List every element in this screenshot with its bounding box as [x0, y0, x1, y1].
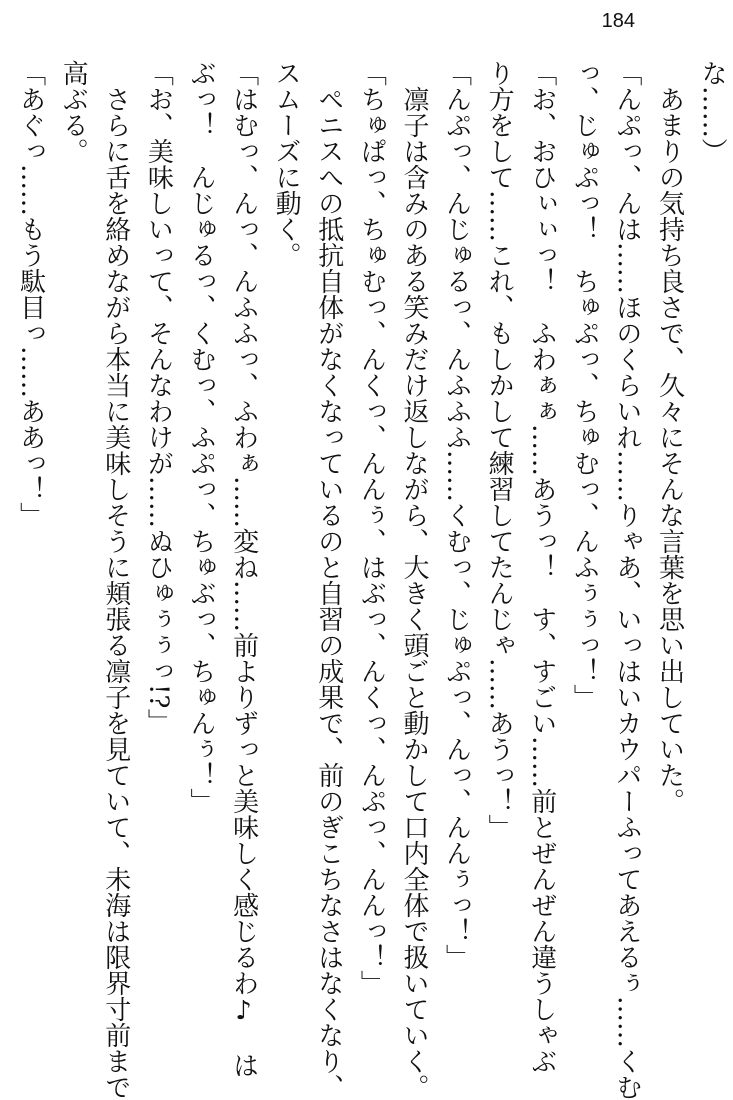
text-line: 「はむっ、んっ、んふふっ、ふわぁ……変ね……前よりずっと美味しく感じるわ♪ は — [222, 60, 265, 1050]
text-line: り方をして……これ、もしかして練習してたんじゃ……あうっ！」 — [478, 60, 521, 1050]
text-line: 「お、美味しいって、そんなわけが……ぬひゅぅぅっ!?」 — [137, 60, 180, 1050]
text-line: 「ちゅぱっ、ちゅむっ、んくっ、んんぅ、はぶっ、んくっ、んぷっ、んんっ！」 — [350, 60, 393, 1050]
page-number: 184 — [602, 10, 635, 33]
text-line: あまりの気持ち良さで、久々にそんな言葉を思い出していた。 — [648, 60, 691, 1050]
text-line: 「お、おひぃぃっ！ ふわぁぁ……あうっ！ す、すごい……前とぜんぜん違うしゃぶ — [520, 60, 563, 1050]
text-line: 「あぐっ……もう駄目っ……ああっ！」 — [9, 60, 52, 1050]
text-line: さらに舌を絡めながら本当に美味しそうに頬張る凛子を見ていて、未海は限界寸前まで — [94, 60, 137, 1050]
text-line: 「んぷっ、んじゅるっ、んふふふ……くむっ、じゅぷっ、んっ、んんぅっ！」 — [435, 60, 478, 1050]
text-line: 高ぶる。 — [52, 60, 95, 1050]
text-line: ぶっ！ んじゅるっ、くむっ、ふぷっ、ちゅぶっ、ちゅんぅ！」 — [179, 60, 222, 1050]
text-line: 「んぷっ、んは……ほのくらいれ……りゃあ、いっはいカウパーふってあえるぅ……くむ — [605, 60, 648, 1050]
novel-text-block — [9, 60, 649, 1050]
text-line: ペニスへの抵抗自体がなくなっているのと自習の成果で、前のぎこちなさはなくなり、 — [307, 60, 350, 1050]
text-line: な……） — [691, 60, 733, 1050]
vertical-body-text — [9, 60, 733, 1050]
text-line: スムーズに動く。 — [265, 60, 308, 1050]
text-line: っ、じゅぷっ！ ちゅぷっ、ちゅむっ、んふぅぅっ！」 — [563, 60, 606, 1050]
text-line: 凛子は含みのある笑みだけ返しながら、大きく頭ごと動かして口内全体で扱いていく。 — [392, 60, 435, 1050]
